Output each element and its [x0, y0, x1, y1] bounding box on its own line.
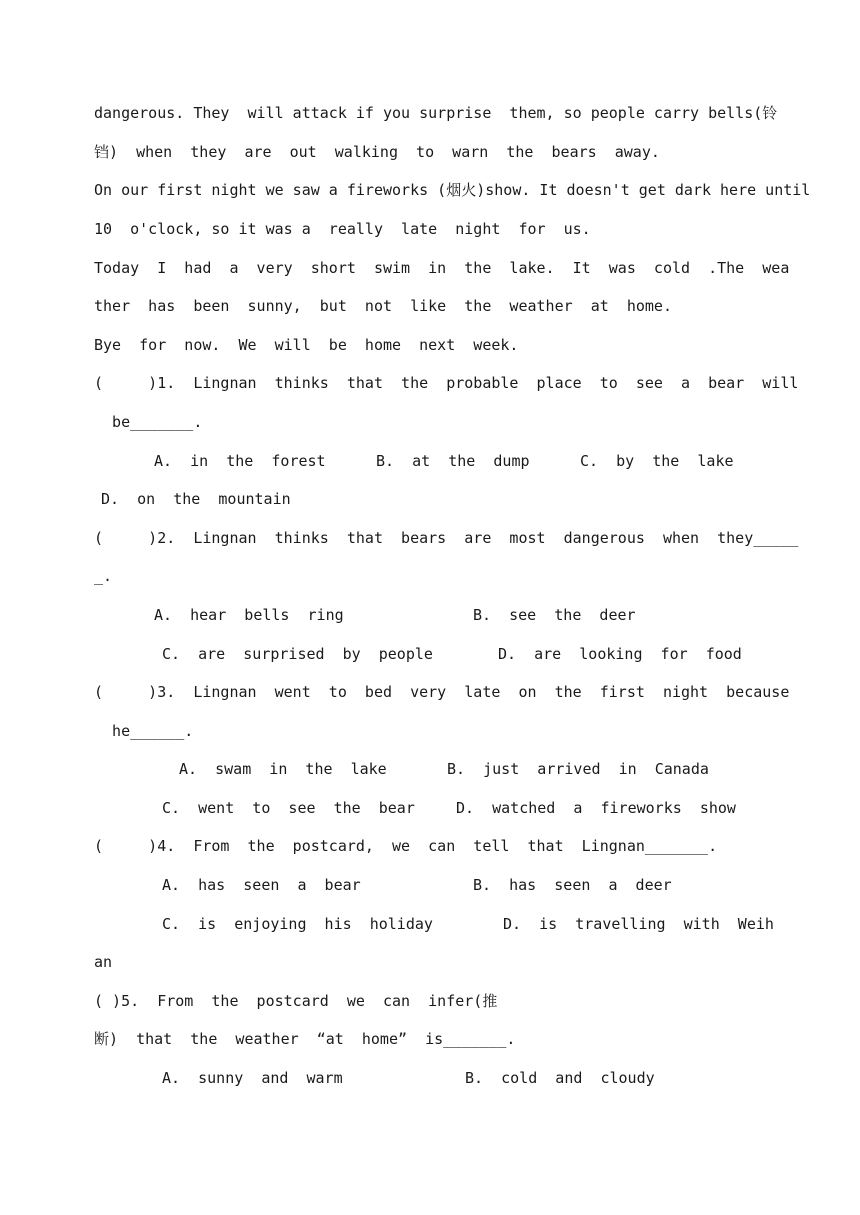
question-2-stem: ( )2. Lingnan thinks that bears are most dangerous when they_____	[94, 529, 799, 547]
passage-line: 10 o'clock, so it was a really late night for us.	[94, 220, 591, 238]
question-5-option-b: B. cold and cloudy	[465, 1069, 655, 1087]
question-1-option-b: B. at the dump	[376, 452, 530, 470]
question-4-option-d: D. is travelling with Weih	[503, 915, 774, 933]
passage-line: dangerous. They will attack if you surprise them, so people carry bells(铃	[94, 104, 778, 122]
question-1-stem: be_______.	[94, 413, 203, 431]
passage-line: On our first night we saw a fireworks (烟火)show. It doesn't get dark here until	[94, 181, 811, 199]
question-1-option-d: D. on the mountain	[101, 490, 291, 508]
question-5-stem: 断) that the weather “at home” is_______.	[94, 1030, 516, 1048]
question-4-stem: ( )4. From the postcard, we can tell that Lingnan_______.	[94, 837, 718, 855]
question-5-stem: ( )5. From the postcard we can infer(推	[94, 992, 498, 1010]
passage-line: Today I had a very short swim in the lake. It was cold .The wea	[94, 259, 790, 277]
question-2-option-c: C. are surprised by people	[162, 645, 433, 663]
question-2-option-d: D. are looking for food	[498, 645, 742, 663]
question-3-option-d: D. watched a fireworks show	[456, 799, 736, 817]
passage-line: 铛) when they are out walking to warn the bears away.	[94, 143, 660, 161]
passage-line: Bye for now. We will be home next week.	[94, 336, 519, 354]
question-3-stem: ( )3. Lingnan went to bed very late on the first night because	[94, 683, 790, 701]
question-1-option-c: C. by the lake	[580, 452, 734, 470]
question-3-option-b: B. just arrived in Canada	[447, 760, 709, 778]
question-2-stem: _.	[94, 567, 113, 585]
question-3-stem: he______.	[94, 722, 194, 740]
question-5-option-a: A. sunny and warm	[162, 1069, 343, 1087]
question-4-option-c: C. is enjoying his holiday	[162, 915, 433, 933]
question-4-option-a: A. has seen a bear	[162, 876, 361, 894]
question-1-stem: ( )1. Lingnan thinks that the probable place to see a bear will	[94, 374, 799, 392]
question-1-option-a: A. in the forest	[154, 452, 326, 470]
question-2-option-a: A. hear bells ring	[154, 606, 344, 624]
question-2-option-b: B. see the deer	[473, 606, 636, 624]
question-4-option-d: an	[94, 953, 113, 971]
question-3-option-c: C. went to see the bear	[162, 799, 415, 817]
passage-line: ther has been sunny, but not like the weather at home.	[94, 297, 672, 315]
question-3-option-a: A. swam in the lake	[179, 760, 387, 778]
question-4-option-b: B. has seen a deer	[473, 876, 672, 894]
